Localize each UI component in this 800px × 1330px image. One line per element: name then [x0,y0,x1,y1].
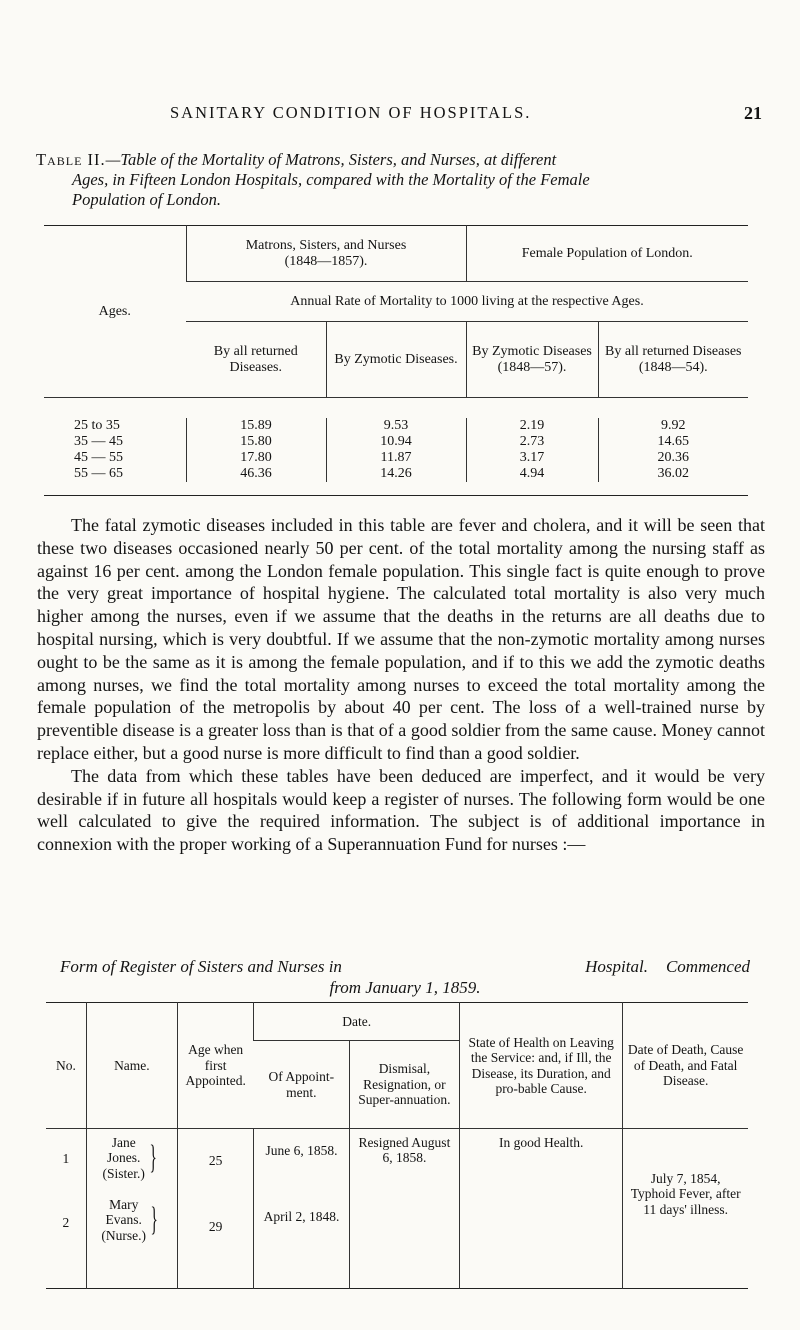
col-name-header: Name. [86,1003,177,1129]
table-cell: 35 — 45 [74,433,123,449]
table-cell: 14.26 [326,466,466,482]
form-title-hospital: Hospital. [585,957,648,976]
caption-line-3: Population of London. [72,190,221,209]
group2-header: Female Population of London. [466,226,748,282]
form-title [60,956,750,998]
entry-name [86,1197,177,1277]
entry-dismissal [349,1197,459,1277]
col-female-zymotic: By Zymotic Diseases (1848—57). [466,322,598,398]
table-cell: 9.53 [326,418,466,434]
col-date-header: Date. [254,1003,460,1041]
table-cell: 15.89 [186,418,326,434]
table-cell: 10.94 [326,434,466,450]
table-label: Table II. [36,150,106,169]
ages-header: Ages. [44,226,186,398]
table-cell: 3.17 [466,450,598,466]
table-cell: 9.92 [598,418,748,434]
caption-line-2: Ages, in Fifteen London Hospitals, compared with the Mortality of the Female [72,170,590,189]
table-cell: 14.65 [598,434,748,450]
group1-title: Matrons, Sisters, and Nurses [245,237,407,253]
table-cell: 45 — 55 [74,449,123,465]
table-cell: 25 to 35 [74,417,120,433]
name-first: Mary [109,1196,139,1212]
name-role: (Nurse.) [101,1227,147,1243]
table-cell: 17.80 [186,450,326,466]
entry-appoint: April 2, 1848. [254,1197,349,1277]
col-female-all: By all returned Diseases (1848—54). [598,322,748,398]
col-no-header: No. [46,1003,86,1129]
table-cell: 4.94 [466,466,598,482]
entry-death: July 7, 1854, Typhoid Fever, after 11 days' illness. [623,1171,748,1251]
col-appoint-header: Of Appoint-ment. [254,1041,349,1129]
col-health-header: State of Health on Leaving the Service: and, if Ill, the Disease, its Duration, and pro-bable Cause. [460,1003,623,1129]
table-caption [36,150,766,210]
form-title-left: Form of Register of Sisters and Nurses in [60,957,342,976]
form-title-commenced: Commenced [665,957,750,976]
table-cell: 2.19 [466,418,598,434]
col-zymotic: By Zymotic Diseases. [326,322,466,398]
mortality-table [44,225,748,496]
paragraph: The fatal zymotic diseases included in this table are fever and cholera, and it will be seen that these two diseases occasioned nearly 50 per cent. of the total mortality among the nursing staff as against 16 per cent. among the London female population. This single fact is quite enough to prove the very great importance of hospital hygiene. The calculated total mortality is also very much higher among the nurses, even if we assume that the deaths in the returns are all deaths due to hospital nursing, which is very doubtful. If we assume that the non-zymotic mortality among nurses ought to be the same as it is among the female population, and if to this we add the zymotic deaths among nurses, we find the total mortality among nurses to exceed the total mortality among the female population of the metropolis by about 40 per cent. The loss of a well-trained nurse by preventible disease is a greater loss than is that of a good soldier from the same cause. Money cannot replace either, but a good nurse is more difficult to find than a good soldier. [37,515,765,763]
name-last: Jones. [107,1150,141,1165]
page-number: 21 [744,103,762,123]
running-title: SANITARY CONDITION OF HOSPITALS. [170,103,532,122]
table-cell: 2.73 [466,434,598,450]
col-death-header: Date of Death, Cause of Death, and Fatal Disease. [623,1003,748,1129]
entry-health [460,1197,623,1277]
caption-line-1: —Table of the Mortality of Matrons, Sisters, and Nurses, at different [105,150,557,169]
register-form-table [46,1002,748,1289]
form-title-line2: from January 1, 1859. [329,978,481,997]
group1-years: (1848—1857). [284,253,368,269]
table-cell: 55 — 65 [74,465,123,481]
table-cell: 36.02 [598,466,748,482]
entry-no: 1 [62,1150,70,1166]
entry-dismissal: Resigned August 6, 1858. [349,1135,459,1197]
table-cell: 11.87 [326,450,466,466]
entry-health: In good Health. [460,1135,623,1197]
brace-icon: } [149,1138,157,1176]
table-cell: 15.80 [186,434,326,450]
table-cell: 20.36 [598,450,748,466]
group1-header [186,226,466,282]
entry-appoint: June 6, 1858. [254,1135,349,1197]
body-text [37,514,765,856]
name-last: Evans. [105,1212,142,1227]
col-age-header: Age when first Appointed. [177,1003,253,1129]
rate-header: Annual Rate of Mortality to 1000 living at the respective Ages. [186,282,748,322]
name-first: Jane [111,1134,136,1150]
name-role: (Sister.) [102,1165,145,1181]
col-all-diseases: By all returned Diseases. [186,322,326,398]
table-cell: 46.36 [186,466,326,482]
col-dismissal-header: Dismisal, Resignation, or Super-annuation. [349,1041,459,1129]
entry-name [86,1135,177,1197]
brace-icon: } [150,1200,158,1238]
paragraph: The data from which these tables have been deduced are imperfect, and it would be very desirable if in future all hospitals would keep a register of nurses. The following form would be one well calculated to give the required information. The subject is of additional importance in connexion with the proper working of a Superannuation Fund for nurses :— [37,765,765,855]
entry-no: 2 [62,1214,70,1230]
entry-age: 25 [177,1135,253,1197]
entry-age: 29 [177,1197,253,1277]
